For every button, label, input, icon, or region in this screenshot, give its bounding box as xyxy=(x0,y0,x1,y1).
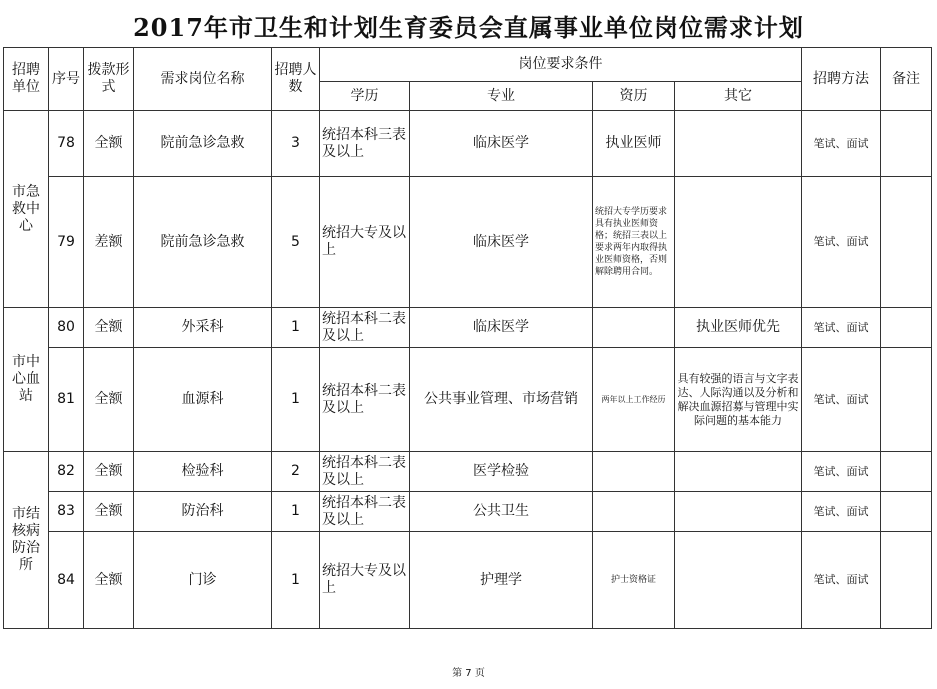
position-cell: 院前急诊急救 xyxy=(134,111,272,177)
note-cell xyxy=(881,532,932,629)
header-row-1 xyxy=(4,48,932,82)
unit-cell: 市急救中心 xyxy=(4,111,49,308)
major-cell: 公共事业管理、市场营销 xyxy=(410,348,593,452)
method-cell: 笔试、面试 xyxy=(802,532,881,629)
major-cell: 临床医学 xyxy=(410,177,593,308)
method-cell: 笔试、面试 xyxy=(802,452,881,492)
table-row xyxy=(4,177,932,308)
header-unit: 招聘单位 xyxy=(4,48,49,111)
header-requirements: 岗位要求条件 xyxy=(320,48,802,82)
page-number: 第 7 页 xyxy=(452,668,485,679)
funding-cell: 全额 xyxy=(84,452,134,492)
position-cell: 血源科 xyxy=(134,348,272,452)
major-cell: 医学检验 xyxy=(410,452,593,492)
education-cell: 统招本科二表及以上 xyxy=(320,492,410,532)
table-row xyxy=(4,111,932,177)
recruitment-table xyxy=(3,47,932,629)
method-cell: 笔试、面试 xyxy=(802,308,881,348)
note-cell xyxy=(881,492,932,532)
position-cell: 门诊 xyxy=(134,532,272,629)
funding-cell: 全额 xyxy=(84,532,134,629)
count-cell: 1 xyxy=(272,308,320,348)
position-cell: 外采科 xyxy=(134,308,272,348)
seq-cell: 79 xyxy=(49,177,84,308)
major-cell: 临床医学 xyxy=(410,308,593,348)
education-cell: 统招本科二表及以上 xyxy=(320,348,410,452)
funding-cell: 全额 xyxy=(84,111,134,177)
unit-cell: 市结核病防治所 xyxy=(4,452,49,629)
header-note: 备注 xyxy=(881,48,932,111)
other-cell: 具有较强的语言与文字表达、人际沟通以及分析和解决血源招募与管理中实际问题的基本能力 xyxy=(675,348,802,452)
education-cell: 统招本科二表及以上 xyxy=(320,452,410,492)
table-row xyxy=(4,532,932,629)
education-cell: 统招本科三表及以上 xyxy=(320,111,410,177)
funding-cell: 全额 xyxy=(84,492,134,532)
seq-cell: 84 xyxy=(49,532,84,629)
seq-cell: 82 xyxy=(49,452,84,492)
qualification-cell: 两年以上工作经历 xyxy=(593,348,675,452)
note-cell xyxy=(881,177,932,308)
count-cell: 3 xyxy=(272,111,320,177)
other-cell xyxy=(675,532,802,629)
other-cell xyxy=(675,111,802,177)
note-cell xyxy=(881,452,932,492)
qualification-cell xyxy=(593,308,675,348)
note-cell xyxy=(881,111,932,177)
qualification-cell xyxy=(593,492,675,532)
seq-cell: 83 xyxy=(49,492,84,532)
count-cell: 5 xyxy=(272,177,320,308)
major-cell: 护理学 xyxy=(410,532,593,629)
header-count: 招聘人数 xyxy=(272,48,320,111)
page-title: 2017年市卫生和计划生育委员会直属事业单位岗位需求计划 xyxy=(133,13,804,42)
header-method: 招聘方法 xyxy=(802,48,881,111)
funding-cell: 全额 xyxy=(84,348,134,452)
method-cell: 笔试、面试 xyxy=(802,348,881,452)
other-cell xyxy=(675,177,802,308)
count-cell: 1 xyxy=(272,348,320,452)
education-cell: 统招本科二表及以上 xyxy=(320,308,410,348)
qualification-cell: 统招大专学历要求具有执业医师资格；统招三表以上要求两年内取得执业医师资格，否则解除聘用合同。 xyxy=(593,177,675,308)
position-cell: 院前急诊急救 xyxy=(134,177,272,308)
header-major: 专业 xyxy=(410,82,593,111)
seq-cell: 78 xyxy=(49,111,84,177)
seq-cell: 81 xyxy=(49,348,84,452)
funding-cell: 全额 xyxy=(84,308,134,348)
other-cell xyxy=(675,452,802,492)
method-cell: 笔试、面试 xyxy=(802,111,881,177)
qualification-cell: 护士资格证 xyxy=(593,532,675,629)
table-row xyxy=(4,348,932,452)
other-cell: 执业医师优先 xyxy=(675,308,802,348)
seq-cell: 80 xyxy=(49,308,84,348)
header-other: 其它 xyxy=(675,82,802,111)
method-cell: 笔试、面试 xyxy=(802,492,881,532)
header-position: 需求岗位名称 xyxy=(134,48,272,111)
unit-cell: 市中心血站 xyxy=(4,308,49,452)
table-row xyxy=(4,308,932,348)
qualification-cell: 执业医师 xyxy=(593,111,675,177)
funding-cell: 差额 xyxy=(84,177,134,308)
qualification-cell xyxy=(593,452,675,492)
note-cell xyxy=(881,348,932,452)
count-cell: 1 xyxy=(272,532,320,629)
count-cell: 2 xyxy=(272,452,320,492)
header-qualification: 资历 xyxy=(593,82,675,111)
major-cell: 公共卫生 xyxy=(410,492,593,532)
count-cell: 1 xyxy=(272,492,320,532)
other-cell xyxy=(675,492,802,532)
position-cell: 检验科 xyxy=(134,452,272,492)
table-row xyxy=(4,492,932,532)
position-cell: 防治科 xyxy=(134,492,272,532)
table-row xyxy=(4,452,932,492)
header-education: 学历 xyxy=(320,82,410,111)
header-funding: 拨款形式 xyxy=(84,48,134,111)
education-cell: 统招大专及以上 xyxy=(320,532,410,629)
header-seq: 序号 xyxy=(49,48,84,111)
education-cell: 统招大专及以上 xyxy=(320,177,410,308)
major-cell: 临床医学 xyxy=(410,111,593,177)
method-cell: 笔试、面试 xyxy=(802,177,881,308)
note-cell xyxy=(881,308,932,348)
